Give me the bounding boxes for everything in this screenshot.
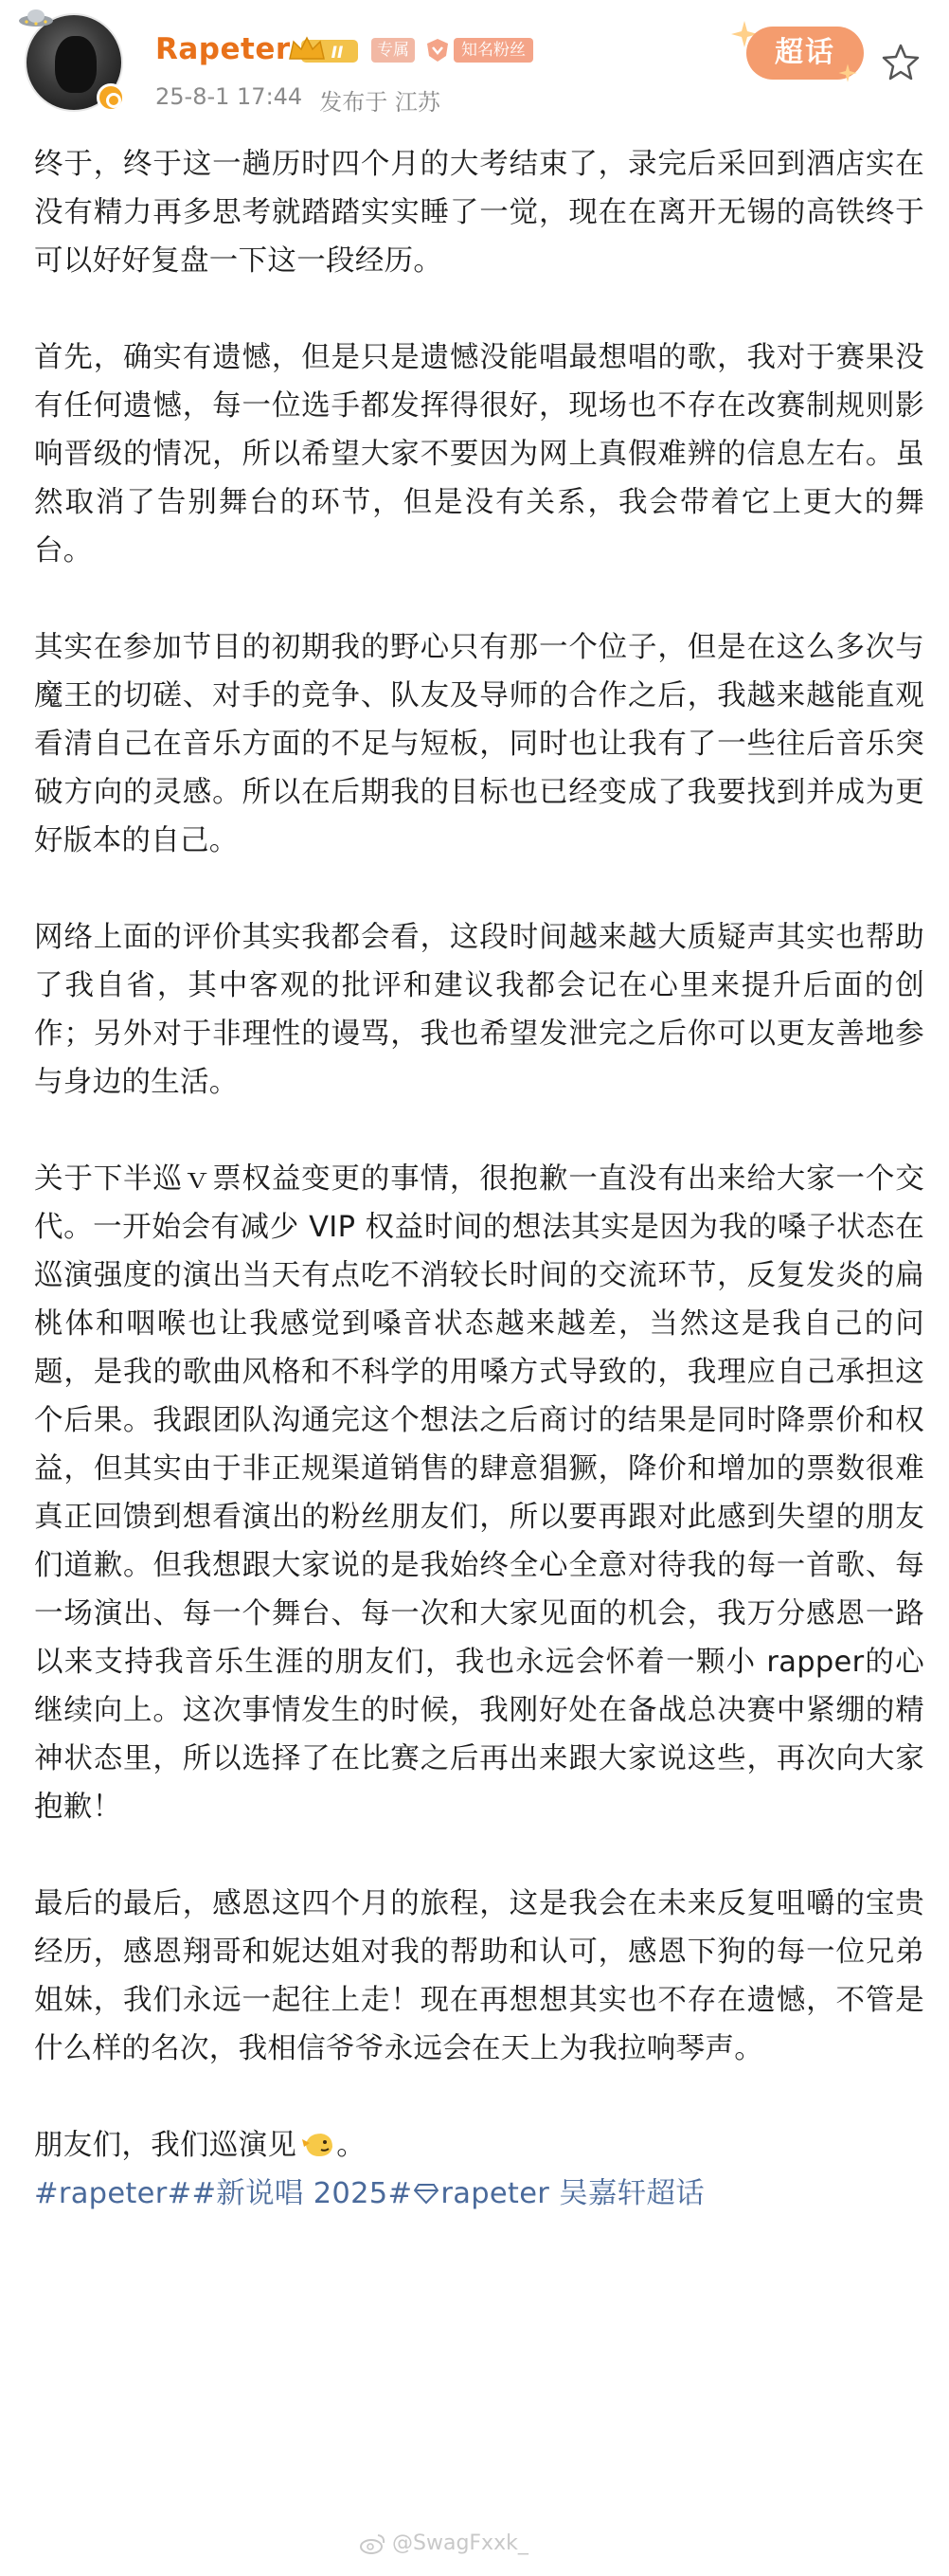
exclusive-badge[interactable]: 专属 [371, 38, 415, 63]
supertopic-label: 超话 [746, 27, 864, 80]
fan-badge-label: 知名粉丝 [454, 38, 533, 63]
weibo-icon [360, 2532, 386, 2555]
supertopic-link[interactable]: rapeter 吴嘉轩超话 [440, 2177, 706, 2210]
sparkle-icon [837, 63, 858, 83]
hashtag-link[interactable]: #新说唱 2025# [191, 2177, 413, 2210]
emoji-face-icon [300, 2128, 336, 2160]
hashtag-link[interactable]: #rapeter# [34, 2177, 192, 2210]
post-header [0, 0, 949, 133]
crown-badge-icon[interactable] [288, 34, 362, 66]
username[interactable]: Rapeter [155, 32, 291, 66]
post-timestamp: 25-8-1 17:44 [155, 83, 303, 110]
post-meta [155, 83, 440, 117]
topic-diamond-icon [414, 2181, 439, 2206]
fan-shield-icon [424, 37, 451, 63]
avatar-container[interactable] [25, 13, 123, 112]
post-paragraph: 其实在参加节目的初期我的野心只有那一个位子，但是在这么多次与魔王的切磋、对手的竞争、队友及导师的合作之后，我越来越能直观看清自己在音乐方面的不足与短板，同时也让我有了一些往后音乐突破方向的灵感。所以在后期我的目标也已经变成了我要找到并成为更好版本的自己。 [34, 631, 924, 857]
post-paragraph: 关于下半巡ｖ票权益变更的事情，很抱歉一直没有出来给大家一个交代。一开始会有减少 VIP 权益时间的想法其实是因为我的嗓子状态在巡演强度的演出当天有点吃不消较长时间的交流环节，反复发炎的扁桃体和咽喉也让我感觉到嗓音状态越来越差，当然这是我自己的问题，是我的歌曲风格和不科学的用嗓方式导致的，我理应自己承担这个后果。我跟团队沟通完这个想法之后商讨的结果是同时降票价和权益，但其实由于非正规渠道销售的肆意猖獗，降价和增加的票数很难真正回馈到想看演出的粉丝朋友们，所以要再跟对此感到失望的朋友们道歉。但我想跟大家说的是我始终全心全意对待我的每一首歌、每一场演出、每一个舞台、每一次和大家见面的机会，我万分感恩一路以来支持我音乐生涯的朋友们，我也永远会怀着一颗小 rapper的心继续向上。这次事情发生的时候，我刚好处在备战总决赛中紧绷的精神状态里，所以选择了在比赛之后再出来跟大家说这些，再次向大家抱歉！ [34, 1162, 924, 1824]
fan-badge[interactable] [424, 36, 533, 64]
verify-icon [97, 83, 125, 112]
post-paragraph: 最后的最后，感恩这四个月的旅程，这是我会在未来反复咀嚼的宝贵经历，感恩翔哥和妮达姐对我的帮助和认可，感恩下狗的每一位兄弟姐妹，我们永远一起往上走！现在再想想其实也不存在遗憾，不管是什么样的名次，我相信爷爷永远会在天上为我拉响琴声。 [34, 1887, 924, 2065]
post-closing [34, 2121, 924, 2170]
post-paragraph: 首先，确实有遗憾，但是只是遗憾没能唱最想唱的歌，我对于赛果没有任何遗憾，每一位选手都发挥得很好，现场也不存在改赛制规则影响晋级的情况，所以希望大家不要因为网上真假难辨的信息左右。虽然取消了告别舞台的环节，但是没有关系，我会带着它上更大的舞台。 [34, 341, 924, 567]
post-paragraph: 网络上面的评价其实我都会看，这段时间越来越大质疑声其实也帮助了我自省，其中客观的批评和建议我都会记在心里来提升后面的创作；另外对于非理性的谩骂，我也希望发泄完之后你可以更友善地参与身边的生活。 [34, 921, 924, 1099]
hashtag-line [34, 2170, 924, 2218]
supertopic-button[interactable] [724, 15, 875, 89]
post-location: 发布于 江苏 [319, 89, 440, 116]
watermark-text: @SwagFxxk_ [392, 2531, 528, 2555]
watermark [360, 2531, 528, 2555]
svg-text:II: II [331, 44, 344, 63]
closing-punctuation: 。 [336, 2129, 367, 2162]
post-content [34, 140, 924, 2218]
ufo-icon [17, 4, 55, 32]
star-icon[interactable] [881, 42, 921, 81]
closing-text: 朋友们，我们巡演见 [34, 2129, 297, 2162]
post-paragraph: 终于，终于这一趟历时四个月的大考结束了，录完后采回到酒店实在没有精力再多思考就踏踏实实睡了一觉，现在在离开无锡的高铁终于可以好好复盘一下这一段经历。 [34, 148, 924, 278]
